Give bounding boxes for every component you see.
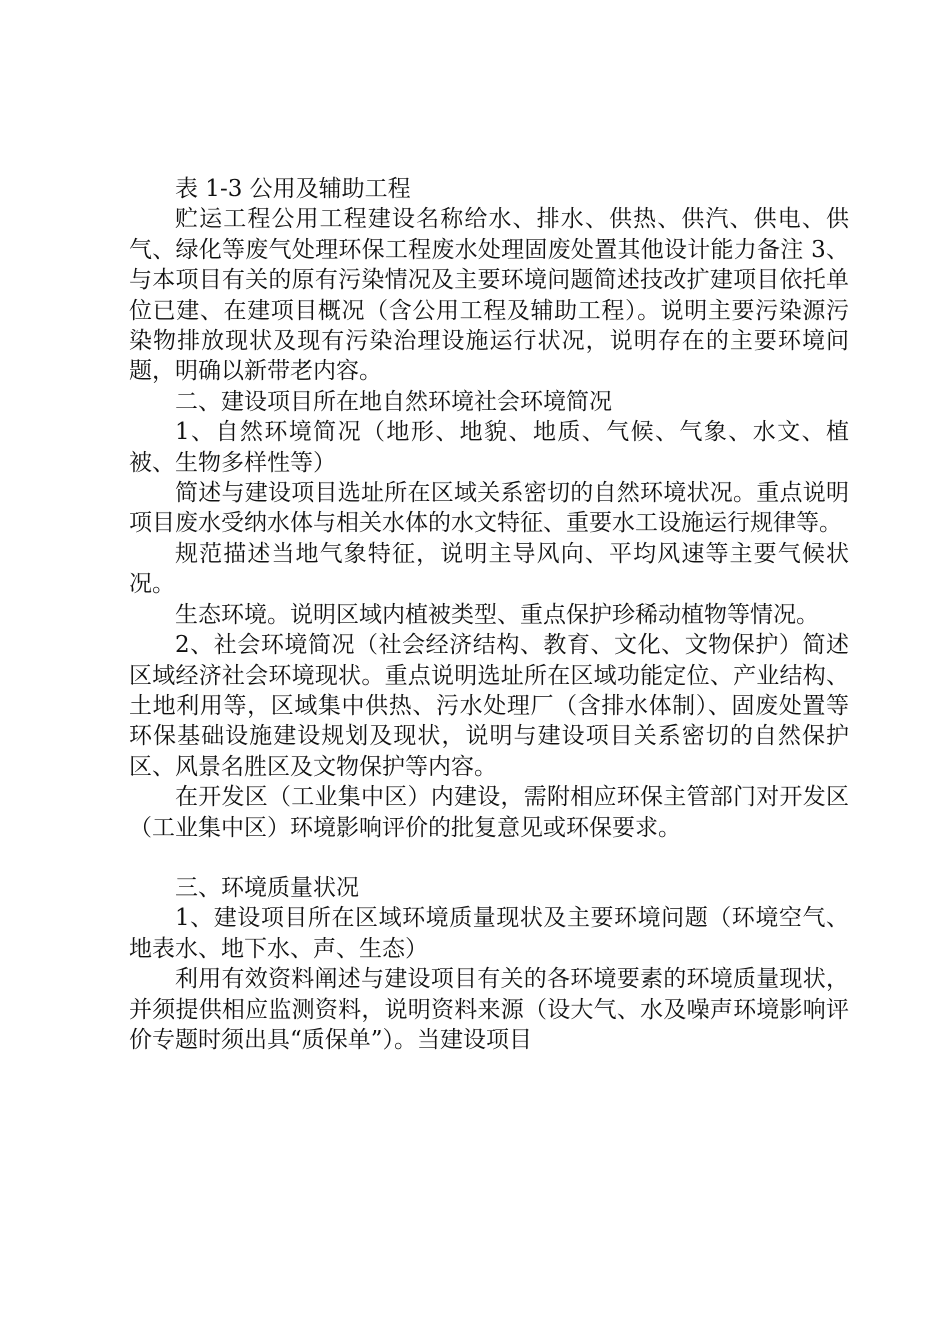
section-heading-2: 二、建设项目所在地自然环境社会环境简况 <box>175 388 612 415</box>
subsection-natural-environment: 1、自然环境简况（地形、地貌、地质、气候、气象、水文、植被、生物多样性等） <box>129 419 849 476</box>
paragraph-development-zone: 在开发区（工业集中区）内建设，需附相应环保主管部门对开发区（工业集中区）环境影响评价的批复意见或环保要求。 <box>129 784 849 841</box>
subsection-environment-quality: 1、建设项目所在区域环境质量现状及主要环境问题（环境空气、地表水、地下水、声、生态） <box>129 905 849 962</box>
paragraph-natural-environment: 简述与建设项目选址所在区域关系密切的自然环境状况。重点说明项目废水受纳水体与相关水体的水文特征、重要水工设施运行规律等。 <box>129 480 849 537</box>
paragraph-public-works: 贮运工程公用工程建设名称给水、排水、供热、供汽、供电、供气、绿化等废气处理环保工程废水处理固废处置其他设计能力备注 3、与本项目有关的原有污染情况及主要环境问题简述技改扩建项目依托单位已建、在建项目概况（含公用工程及辅助工程）。说明主要污染源污染物排放现状及现有污染治理设施运行状况，说明存在的主要环境问题，明确以新带老内容。 <box>129 206 849 385</box>
paragraph-social-environment: 2、社会环境简况（社会经济结构、教育、文化、文物保护）简述区域经济社会环境现状。重点说明选址所在区域功能定位、产业结构、土地利用等，区域集中供热、污水处理厂（含排水体制）、固废处置等环保基础设施建设规划及现状，说明与建设项目关系密切的自然保护区、风景名胜区及文物保护等内容。 <box>129 632 849 780</box>
blank-line <box>129 843 849 873</box>
section-heading-3: 三、环境质量状况 <box>175 874 359 901</box>
document-body <box>129 174 849 1055</box>
paragraph-ecology: 生态环境。说明区域内植被类型、重点保护珍稀动植物等情况。 <box>175 601 819 628</box>
table-caption: 表 1-3 公用及辅助工程 <box>175 176 411 202</box>
paragraph-meteorology: 规范描述当地气象特征，说明主导风向、平均风速等主要气候状况。 <box>129 540 849 598</box>
paragraph-environment-quality: 利用有效资料阐述与建设项目有关的各环境要素的环境质量现状，并须提供相应监测资料，说明资料来源（设大气、水及噪声环境影响评价专题时须出具“质保单”）。当建设项目 <box>129 966 849 1053</box>
